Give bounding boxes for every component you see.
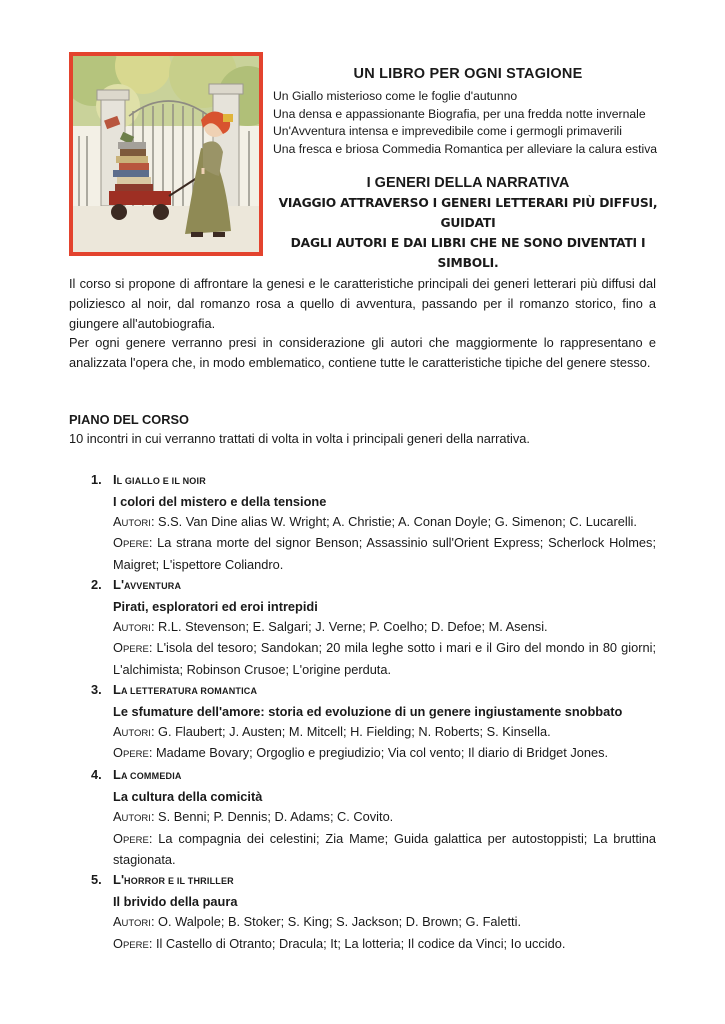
subtitle-line: VIAGGIO ATTRAVERSO I GENERI LETTERARI PIÙ DIFFUSI, GUIDATI [278, 196, 658, 230]
plan-description: 10 incontri in cui verranno trattati di volta in volta i principali generi della narrativa. [69, 431, 530, 446]
genre-list [69, 470, 656, 955]
genre-authors: AUTORI: S. Benni; P. Dennis; D. Adams; C. Covito. [113, 808, 394, 824]
item-number: 2. [91, 576, 102, 592]
genre-item [69, 470, 656, 575]
genre-name: L'HORROR E IL THRILLER [113, 872, 234, 888]
genre-item [69, 765, 656, 870]
genre-authors: AUTORI: G. Flaubert; J. Austen; M. Mitcell; H. Fielding; N. Roberts; S. Kinsella. [113, 723, 551, 739]
genre-subtitle: Il brivido della paura [113, 893, 238, 909]
genre-item [69, 575, 656, 680]
genre-item [69, 680, 656, 765]
genre-works: OPERE: L'isola del tesoro; Sandokan; 20 mila leghe sotto i mari e il Giro del mondo in 80 giorni; L'alchimista; Robinson Crusoe; L'origine perduta. [113, 640, 656, 678]
genre-subtitle: La cultura della comicità [113, 788, 263, 804]
season-line: Un Giallo misterioso come le foglie d'autunno [273, 89, 518, 103]
intro-text [69, 274, 656, 373]
genre-works: OPERE: Il Castello di Otranto; Dracula; It; La lotteria; Il codice da Vinci; Io uccido. [113, 935, 566, 951]
genre-name: LA COMMEDIA [113, 767, 182, 783]
woman-pulling-book-cart-illustration [73, 56, 259, 252]
intro-paragraph: Per ogni genere verranno presi in considerazione gli autori che maggiormente lo rappresentano e analizzata l'opera che, in modo emblematico, contiene tutte le caratteristiche tipiche del genere stesso. [69, 335, 656, 371]
intro-paragraph: Il corso si propone di affrontare la genesi e le caratteristiche principali dei generi letterari più diffusi dal poliziesco al noir, dal romanzo rosa a quello di avventura, passando per il romanzo storico, fino a giungere all'autobiografia. [69, 276, 656, 331]
genre-subtitle: Pirati, esploratori ed eroi intrepidi [113, 598, 318, 614]
section-subtitle [273, 193, 663, 273]
season-line: Una densa e appassionante Biografia, per una fredda notte invernale [273, 106, 646, 121]
subtitle-line: DAGLI AUTORI E DAI LIBRI CHE NE SONO DIVENTATI I SIMBOLI. [290, 236, 646, 270]
plan-title: PIANO DEL CORSO [69, 412, 189, 427]
genre-works: OPERE: Madame Bovary; Orgoglio e pregiudizio; Via col vento; Il diario di Bridget Jones. [113, 745, 609, 761]
item-number: 1. [91, 472, 102, 487]
genre-name: LA LETTERATURA ROMANTICA [113, 681, 258, 697]
season-line: Un'Avventura intensa e imprevedibile come i germogli primaverili [273, 124, 622, 138]
item-number: 5. [91, 872, 102, 888]
genre-subtitle: Le sfumature dell'amore: storia ed evoluzione di un genere ingiustamente snobbato [113, 703, 623, 719]
genre-name: IL GIALLO E IL NOIR [113, 472, 206, 487]
genre-works: OPERE: La compagnia dei celestini; Zia Mame; Guida galattica per autostoppisti; La bruttina stagionata. [113, 830, 656, 868]
cover-illustration [69, 52, 263, 256]
season-lines [273, 88, 663, 158]
item-number: 4. [91, 767, 102, 783]
genre-authors: AUTORI: S.S. Van Dine alias W. Wright; A. Christie; A. Conan Doyle; G. Simenon; C. Lucarelli. [113, 513, 637, 529]
season-line: Una fresca e briosa Commedia Romantica per alleviare la calura estiva [273, 141, 658, 156]
genre-item [69, 870, 656, 955]
genre-authors: AUTORI: O. Walpole; B. Stoker; S. King; S. Jackson; D. Brown; G. Faletti. [113, 913, 521, 929]
genre-works: OPERE: La strana morte del signor Benson; Assassinio sull'Orient Express; Scherlock Holmes; Maigret; L'ispettore Coliandro. [113, 535, 656, 573]
genre-authors: AUTORI: R.L. Stevenson; E. Salgari; J. Verne; P. Coelho; D. Defoe; M. Asensi. [113, 618, 548, 634]
genre-name: L'AVVENTURA [113, 576, 182, 592]
section-title: I GENERI DELLA NARRATIVA [366, 175, 570, 191]
main-title: UN LIBRO PER OGNI STAGIONE [353, 66, 583, 82]
item-number: 3. [91, 681, 102, 697]
genre-subtitle: I colori del mistero e della tensione [113, 493, 327, 509]
